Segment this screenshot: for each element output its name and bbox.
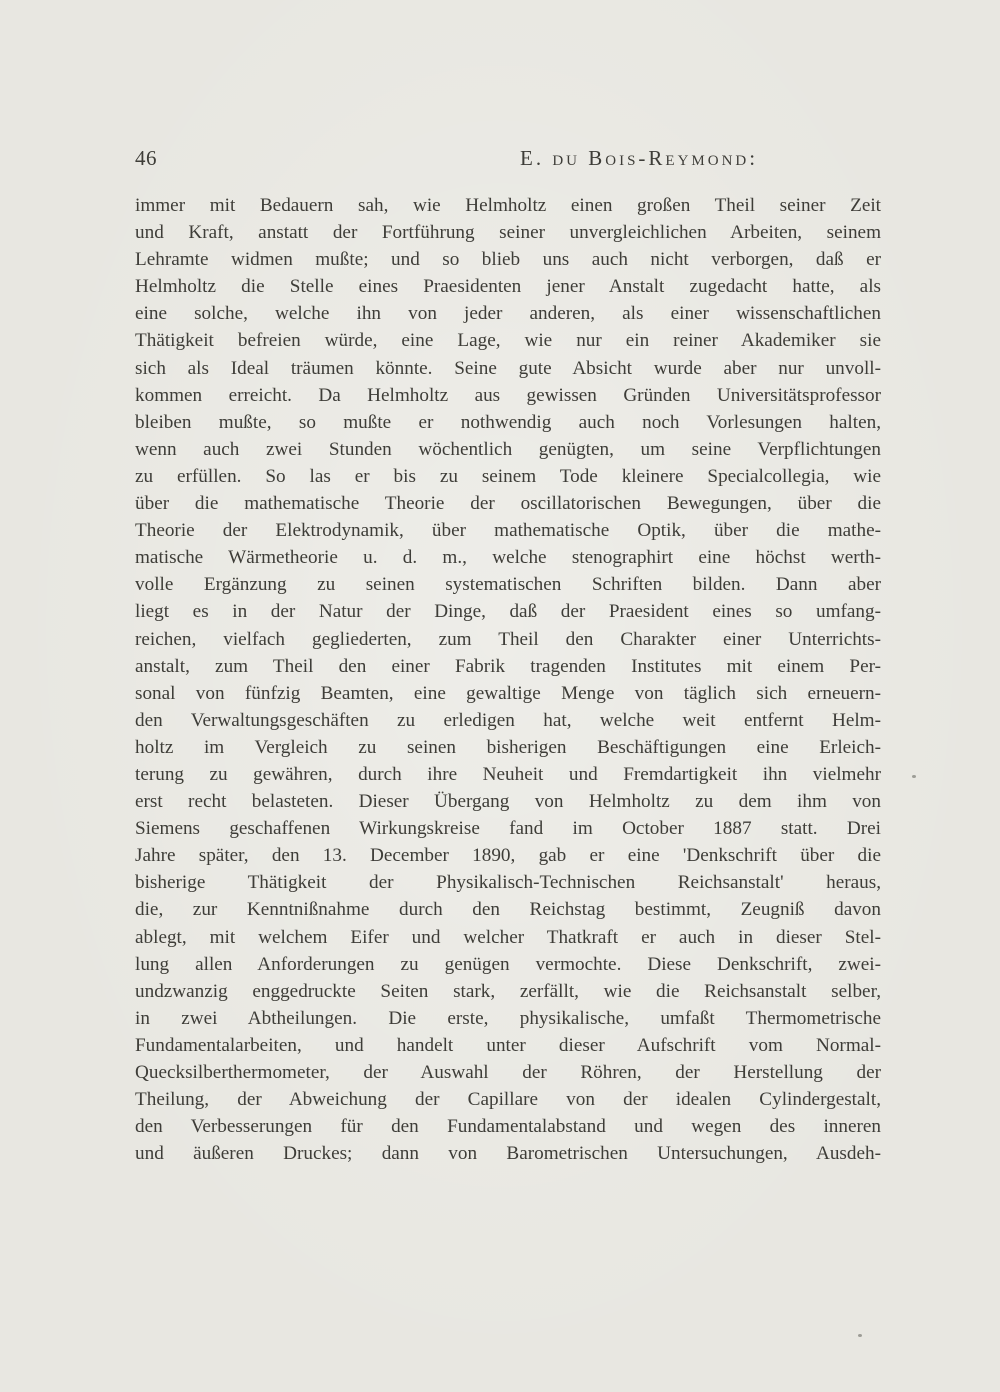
text-line: und äußeren Druckes; dann von Barometrischen Untersuchungen, Ausdeh-: [135, 1143, 881, 1165]
text-line: eine solche, welche ihn von jeder anderen, als einer wissenschaftlichen: [135, 303, 881, 325]
text-line: in zwei Abtheilungen. Die erste, physikalische, umfaßt Thermometrische: [135, 1007, 881, 1029]
text-line: zu erfüllen. So las er bis zu seinem Tode kleinere Specialcollegia, wie: [135, 465, 881, 487]
paper-speck: [858, 1334, 862, 1337]
text-line: erst recht belasteten. Dieser Übergang von Helmholtz zu dem ihm von: [135, 791, 881, 813]
text-line: sich als Ideal träumen könnte. Seine gute Absicht wurde aber nur unvoll-: [135, 357, 881, 379]
text-line: ablegt, mit welchem Eifer und welcher Thatkraft er auch in dieser Stel-: [135, 926, 881, 948]
text-line: immer mit Bedauern sah, wie Helmholtz einen großen Theil seiner Zeit: [135, 195, 881, 216]
text-line: wenn auch zwei Stunden wöchentlich genügten, um seine Verpflichtungen: [135, 438, 881, 460]
text-line: anstalt, zum Theil den einer Fabrik tragenden Institutes mit einem Per-: [135, 655, 881, 677]
text-line: Lehramte widmen mußte; und so blieb uns auch nicht verborgen, daß er: [135, 249, 881, 271]
text-line: und Kraft, anstatt der Fortführung seiner unvergleichlichen Arbeiten, seinem: [135, 222, 881, 244]
text-line: den Verbesserungen für den Fundamentalabstand und wegen des inneren: [135, 1116, 881, 1138]
text-line: bleiben mußte, so mußte er nothwendig auch noch Vorlesungen halten,: [135, 411, 881, 433]
text-line: holtz im Vergleich zu seinen bisherigen Beschäftigungen eine Erleich-: [135, 736, 881, 758]
text-line: Fundamentalarbeiten, und handelt unter dieser Aufschrift vom Normal-: [135, 1034, 881, 1056]
text-line: liegt es in der Natur der Dinge, daß der Praesident eines so umfang-: [135, 601, 881, 623]
body-text: [135, 192, 881, 1167]
text-line: Jahre später, den 13. December 1890, gab er eine 'Denkschrift über die: [135, 845, 881, 867]
text-line: Theorie der Elektrodynamik, über mathematische Optik, über die mathe-: [135, 520, 881, 542]
page-header: [135, 146, 881, 178]
text-line: den Verwaltungsgeschäften zu erledigen hat, welche weit entfernt Helm-: [135, 709, 881, 731]
text-line: terung zu gewähren, durch ihre Neuheit und Fremdartigkeit ihn vielmehr: [135, 763, 881, 785]
text-line: Helmholtz die Stelle eines Praesidenten jener Anstalt zugedacht hatte, als: [135, 276, 881, 298]
text-line: die, zur Kenntnißnahme durch den Reichstag bestimmt, Zeugniß davon: [135, 899, 881, 921]
text-line: undzwanzig enggedruckte Seiten stark, zerfällt, wie die Reichsanstalt selber,: [135, 980, 881, 1002]
paper-speck: [912, 775, 916, 778]
text-line: lung allen Anforderungen zu genügen vermochte. Diese Denkschrift, zwei-: [135, 953, 881, 975]
text-line: reichen, vielfach gegliederten, zum Theil den Charakter einer Unterrichts-: [135, 628, 881, 650]
text-line: kommen erreicht. Da Helmholtz aus gewissen Gründen Universitätsprofessor: [135, 384, 881, 406]
page-number: 46: [135, 146, 157, 170]
text-line: über die mathematische Theorie der oscillatorischen Bewegungen, über die: [135, 493, 881, 515]
text-line: Thätigkeit befreien würde, eine Lage, wie nur ein reiner Akademiker sie: [135, 330, 881, 352]
text-line: sonal von fünfzig Beamten, eine gewaltige Menge von täglich sich erneuern-: [135, 682, 881, 704]
text-line: Theilung, der Abweichung der Capillare von der idealen Cylindergestalt,: [135, 1089, 881, 1111]
text-line: Siemens geschaffenen Wirkungskreise fand im October 1887 statt. Drei: [135, 818, 881, 840]
text-line: matische Wärmetheorie u. d. m., welche stenographirt eine höchst werth-: [135, 547, 881, 569]
text-line: bisherige Thätigkeit der Physikalisch-Technischen Reichsanstalt' heraus,: [135, 872, 881, 894]
text-line: volle Ergänzung zu seinen systematischen Schriften bilden. Dann aber: [135, 574, 881, 596]
running-head: E. du Bois-Reymond:: [520, 146, 759, 170]
text-line: Quecksilberthermometer, der Auswahl der Röhren, der Herstellung der: [135, 1062, 881, 1083]
